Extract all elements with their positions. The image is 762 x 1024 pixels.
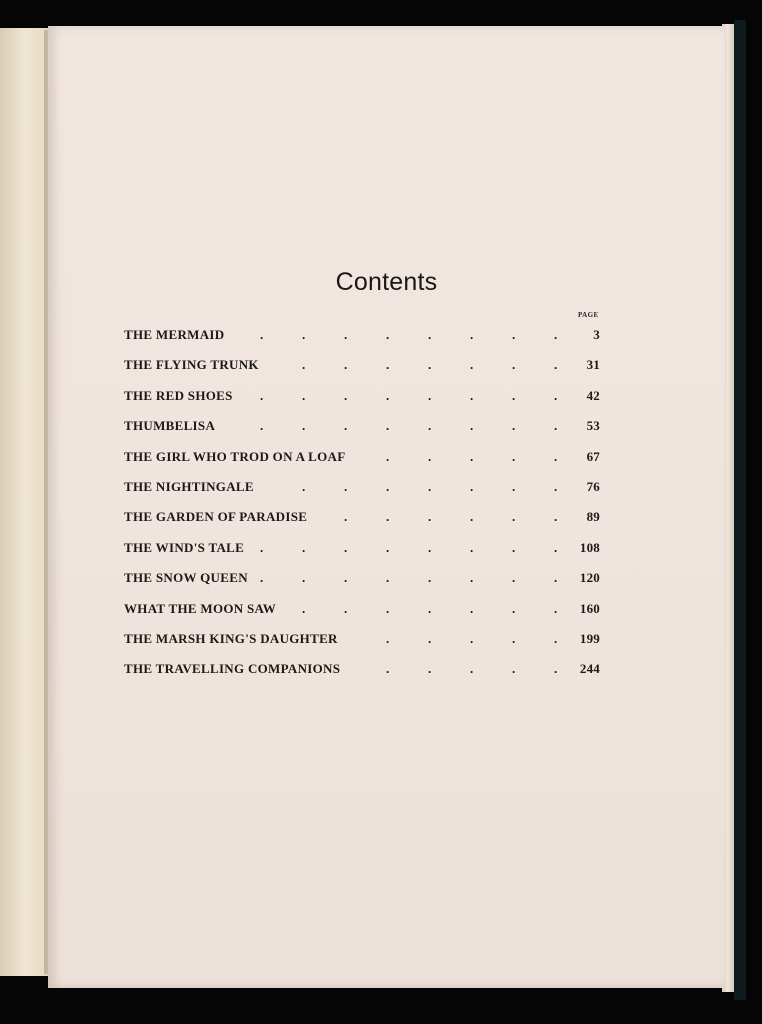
leader-dot: . (428, 509, 432, 525)
toc-entry-title: THE TRAVELLING COMPANIONS (124, 661, 341, 677)
leader-dot: . (554, 600, 558, 616)
leader-dot: . (554, 387, 558, 403)
leader-dot: . (260, 327, 264, 342)
toc-entry (124, 564, 600, 594)
leader-dot: . (428, 357, 432, 373)
toc-entry (124, 351, 600, 381)
leader-dot: . (512, 661, 516, 677)
leader-dot: . (302, 570, 306, 586)
leader-dot: . (302, 539, 306, 555)
leader-dot: . (470, 327, 474, 342)
leader-dot: . (554, 509, 558, 525)
toc-entry-title: THE FLYING TRUNK (124, 357, 259, 373)
leader-dot: . (554, 630, 558, 646)
leader-dot: . (470, 600, 474, 616)
leader-dot: . (428, 600, 432, 616)
leader-dot: . (386, 570, 390, 586)
toc-entry-page: 244 (579, 661, 600, 677)
toc-entry-title: THE MERMAID (124, 327, 225, 342)
leader-dot: . (344, 539, 348, 555)
leader-dot: . (344, 509, 348, 525)
leader-dot: . (470, 509, 474, 525)
contents-list (124, 321, 600, 686)
leader-dot: . (302, 357, 306, 373)
leader-dot: . (470, 357, 474, 373)
leader-dot: . (386, 387, 390, 403)
toc-entry-title: THE WIND'S TALE (124, 539, 245, 555)
leader-dot: . (344, 600, 348, 616)
leader-dot: . (512, 387, 516, 403)
leader-dot: . (386, 478, 390, 494)
leader-dot: . (386, 539, 390, 555)
leader-dot: . (554, 661, 558, 677)
leader-dot: . (386, 600, 390, 616)
toc-entry (124, 625, 600, 655)
leader-dot: . (386, 327, 390, 342)
leader-dot: . (554, 357, 558, 373)
toc-entry (124, 473, 600, 503)
leader-dot: . (428, 327, 432, 342)
leader-dot: . (302, 327, 306, 342)
leader-dot: . (428, 448, 432, 464)
leader-dot: . (344, 478, 348, 494)
leader-dot: . (260, 387, 264, 403)
toc-entry (124, 595, 600, 625)
leader-dot: . (302, 418, 306, 434)
leader-dot: . (512, 509, 516, 525)
toc-entry (124, 382, 600, 412)
leader-dot: . (344, 357, 348, 373)
toc-entry-title: WHAT THE MOON SAW (124, 600, 277, 616)
leader-dot: . (470, 418, 474, 434)
leader-dot: . (470, 539, 474, 555)
leader-dot: . (386, 418, 390, 434)
leader-dot: . (470, 630, 474, 646)
leader-dot: . (554, 448, 558, 464)
leader-dot: . (512, 600, 516, 616)
toc-entry-title: THE GIRL WHO TROD ON A LOAF (124, 448, 346, 464)
leader-dot: . (428, 387, 432, 403)
toc-entry (124, 443, 600, 473)
leader-dot: . (512, 539, 516, 555)
leader-dot: . (386, 357, 390, 373)
leader-dot: . (470, 478, 474, 494)
leader-dot: . (512, 448, 516, 464)
toc-entry-page: 76 (586, 478, 600, 494)
toc-entry-page: 67 (586, 448, 600, 464)
leader-dot: . (554, 570, 558, 586)
page-column-label: PAGE (578, 311, 599, 319)
toc-entry-page: 31 (586, 357, 600, 373)
leader-dot: . (470, 387, 474, 403)
toc-entry-title: THUMBELISA (124, 418, 216, 434)
leader-dot: . (554, 327, 558, 342)
leader-dot: . (428, 570, 432, 586)
toc-entry-page: 160 (579, 600, 600, 616)
leader-dot: . (260, 418, 264, 434)
toc-entry-title: THE GARDEN OF PARADISE (124, 509, 308, 525)
leader-dot: . (344, 570, 348, 586)
leader-dot: . (260, 539, 264, 555)
leader-dot: . (428, 418, 432, 434)
toc-entry-page: 108 (579, 539, 600, 555)
toc-entry-page: 120 (579, 570, 600, 586)
leader-dot: . (554, 418, 558, 434)
book-cover (734, 20, 746, 1000)
toc-entry (124, 534, 600, 564)
leader-dot: . (554, 539, 558, 555)
leader-dot: . (344, 387, 348, 403)
leader-dot: . (386, 448, 390, 464)
leader-dot: . (302, 600, 306, 616)
leader-dot: . (512, 418, 516, 434)
toc-entry-title: THE MARSH KING'S DAUGHTER (124, 630, 338, 646)
contents-heading: Contents (335, 268, 438, 296)
toc-entry (124, 503, 600, 533)
leader-dot: . (302, 387, 306, 403)
leader-dot: . (512, 357, 516, 373)
leader-dot: . (344, 327, 348, 342)
leader-dot: . (428, 630, 432, 646)
toc-entry (124, 655, 600, 685)
leader-dot: . (554, 478, 558, 494)
leader-dot: . (512, 630, 516, 646)
toc-entry-page: 53 (586, 418, 600, 434)
leader-dot: . (470, 661, 474, 677)
leader-dot: . (512, 478, 516, 494)
toc-entry-title: THE SNOW QUEEN (124, 570, 248, 586)
toc-entry-title: THE RED SHOES (124, 387, 233, 403)
leader-dot: . (470, 448, 474, 464)
toc-entry-page: 3 (593, 327, 600, 342)
leader-dot: . (386, 509, 390, 525)
toc-entry-page: 89 (586, 509, 600, 525)
toc-entry (124, 412, 600, 442)
leader-dot: . (386, 630, 390, 646)
leader-dot: . (512, 570, 516, 586)
leader-dot: . (302, 478, 306, 494)
toc-entry-page: 42 (586, 387, 600, 403)
toc-entry (124, 321, 600, 351)
toc-entry-page: 199 (579, 630, 600, 646)
leader-dot: . (386, 661, 390, 677)
leader-dot: . (344, 418, 348, 434)
leader-dot: . (470, 570, 474, 586)
leader-dot: . (512, 327, 516, 342)
leader-dot: . (428, 539, 432, 555)
toc-entry-title: THE NIGHTINGALE (124, 478, 254, 494)
leader-dot: . (428, 478, 432, 494)
contents-page (48, 26, 725, 988)
leader-dot: . (428, 661, 432, 677)
leader-dot: . (260, 570, 264, 586)
